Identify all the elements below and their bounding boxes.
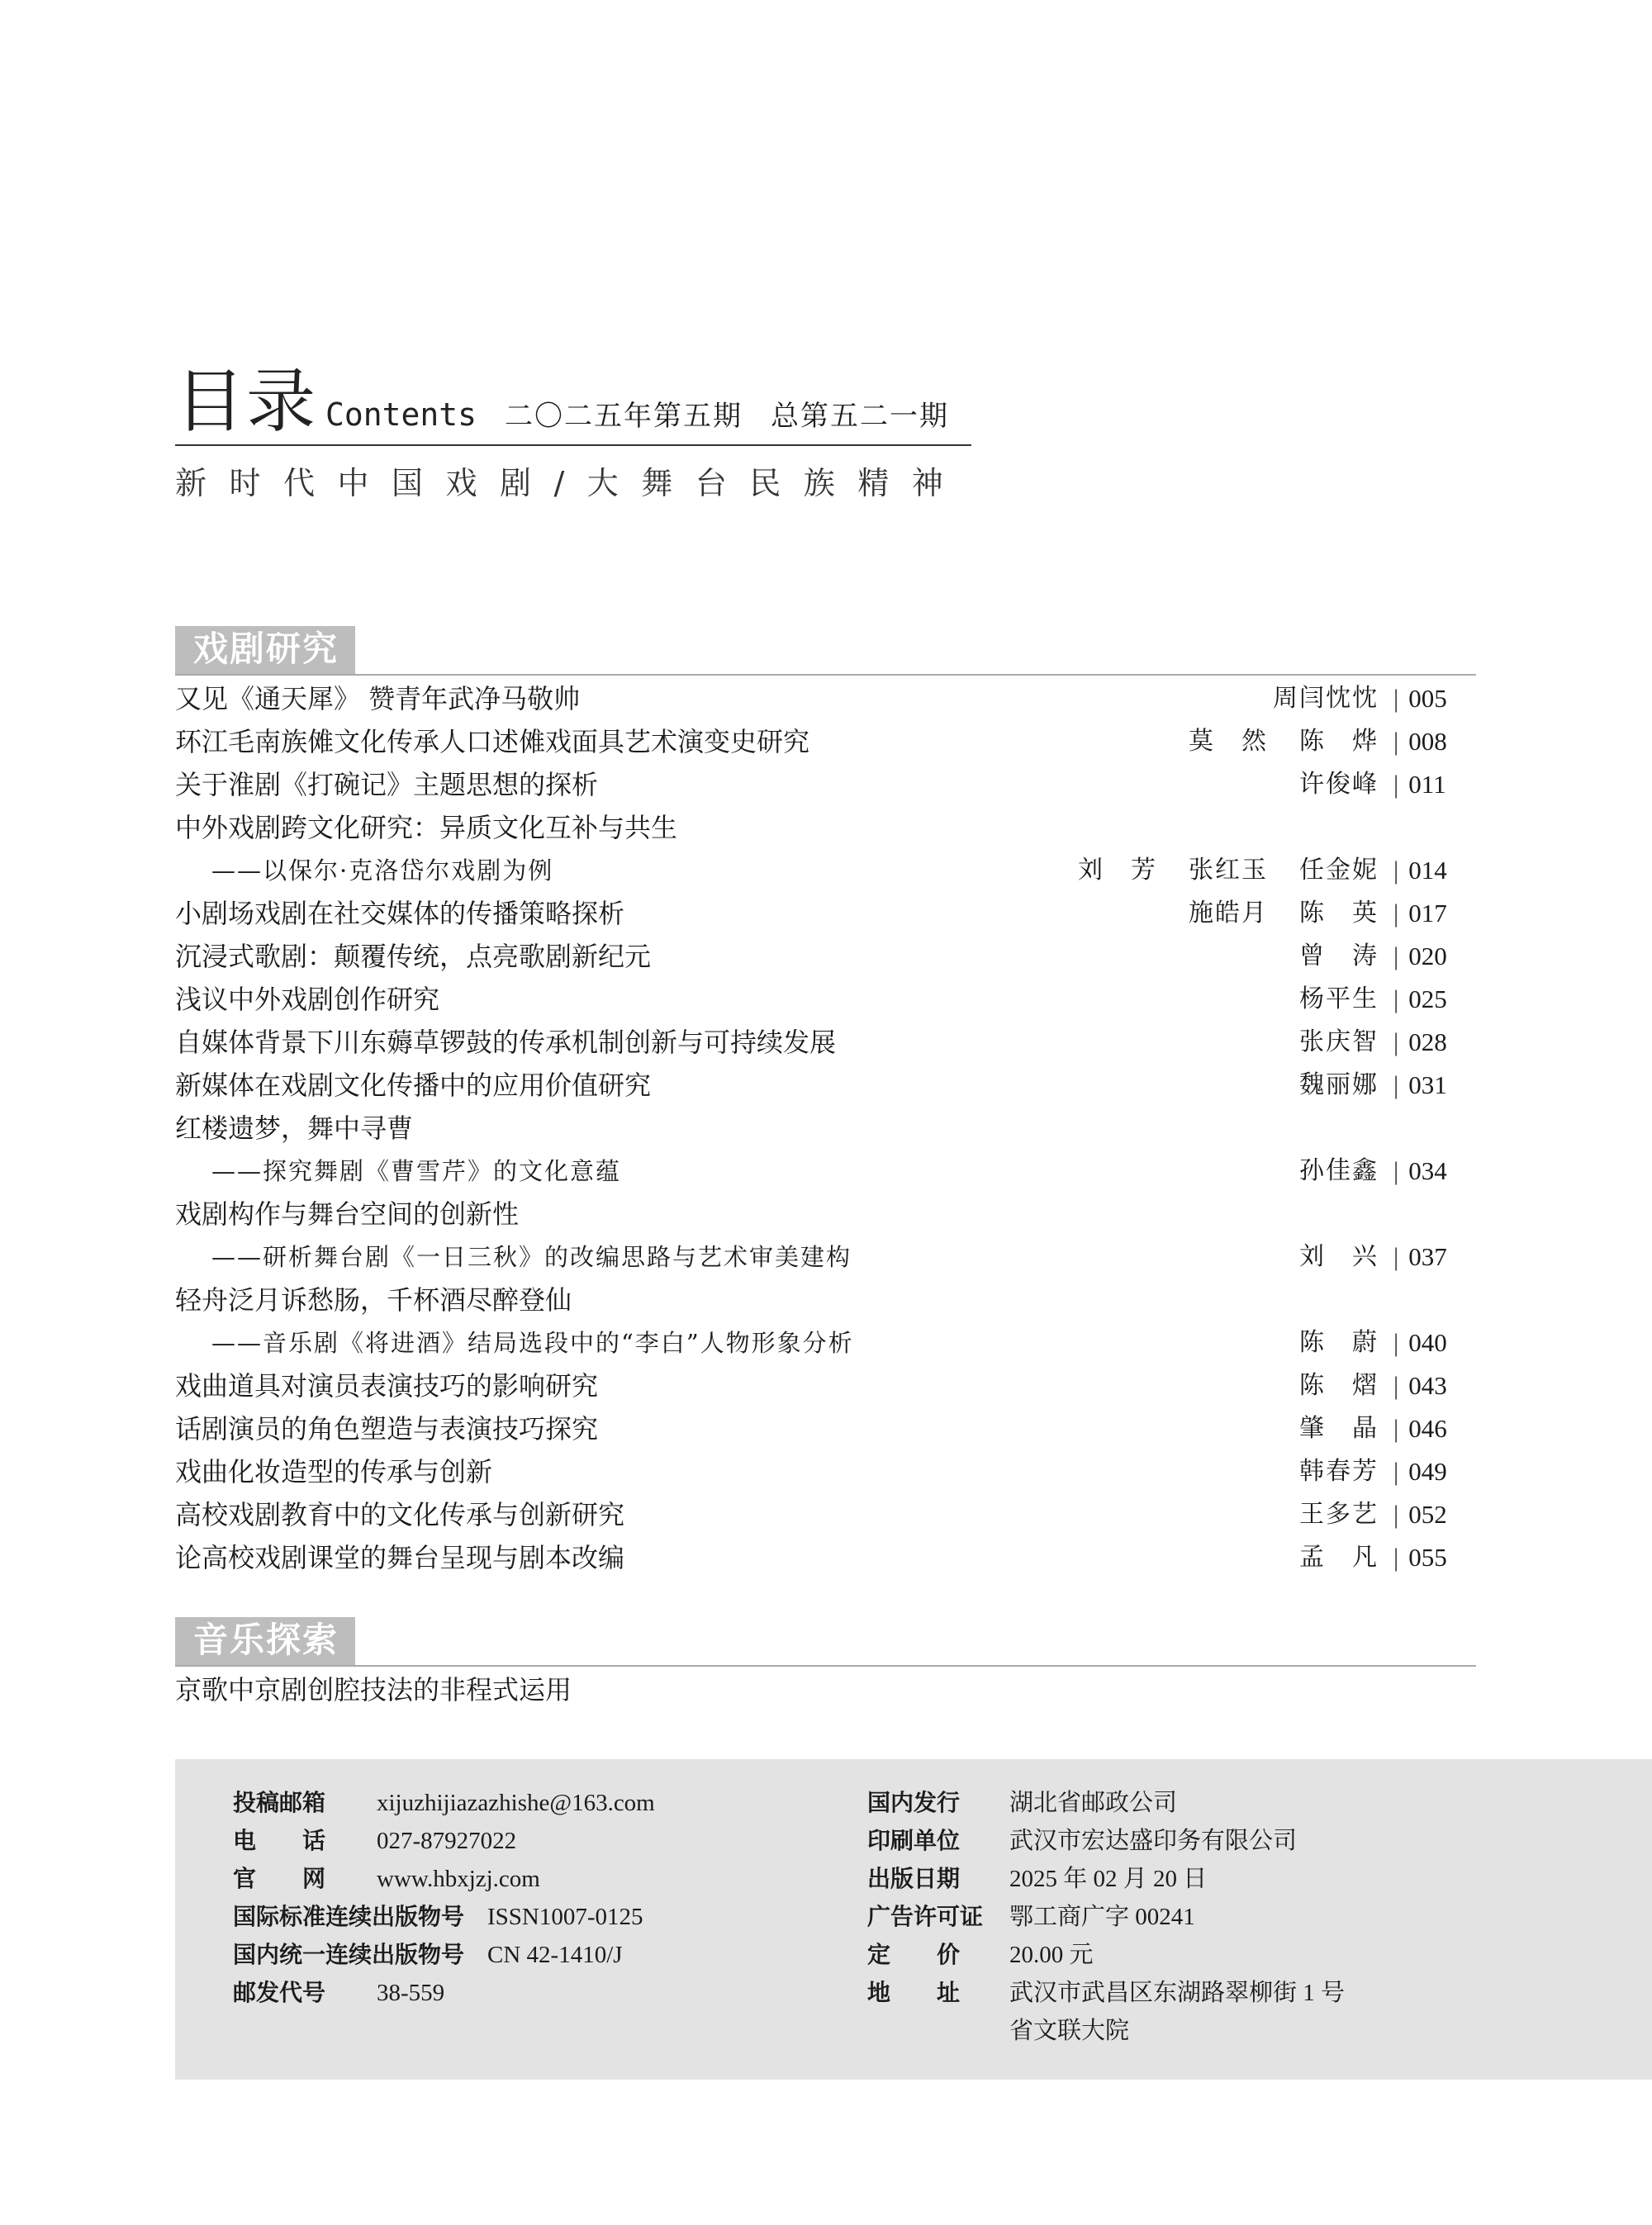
info-label: 国际标准连续出版物号 xyxy=(233,1903,465,1930)
toc-entry-page: | 049 xyxy=(1393,1450,1476,1493)
toc-entry-authors xyxy=(1268,763,1379,806)
toc-entry-subtitle[interactable] xyxy=(175,1321,1476,1364)
info-column-left xyxy=(233,1784,655,2012)
toc-entry-authors xyxy=(1268,1364,1379,1407)
author-name: 张庆智 xyxy=(1299,1027,1379,1056)
toc-entry-subtitle[interactable] xyxy=(175,849,1476,892)
info-column-right xyxy=(867,1784,1345,2050)
info-row xyxy=(233,1822,655,1860)
toc-entry-title: 论高校戏剧课堂的舞台呈现与剧本改编 xyxy=(175,1542,625,1573)
info-value: 2025 年 02 月 20 日 xyxy=(1009,1866,1208,1892)
info-label: 国内发行 xyxy=(867,1789,961,1816)
toc-entry-title: 高校戏剧教育中的文化传承与创新研究 xyxy=(175,1499,625,1530)
toc-entry-subtitle[interactable] xyxy=(175,1236,1476,1279)
toc-entry-title: ——以保尔·克洛岱尔戏剧为例 xyxy=(211,856,554,885)
publication-info-box xyxy=(175,1759,1652,2080)
toc-list xyxy=(175,677,1476,1579)
toc-entry-title: 戏剧构作与舞台空间的创新性 xyxy=(175,1198,520,1230)
info-row xyxy=(867,2012,1345,2050)
toc-entry-authors xyxy=(1268,1064,1379,1107)
info-label: 官 网 xyxy=(233,1865,326,1892)
info-row xyxy=(233,1898,655,1936)
toc-entry-title: 话剧演员的角色塑造与表演技巧探究 xyxy=(175,1413,599,1445)
toc-entry[interactable] xyxy=(175,978,1476,1021)
toc-entry-authors xyxy=(1047,849,1379,892)
toc-entry-page: | 034 xyxy=(1393,1150,1476,1193)
toc-entry[interactable] xyxy=(175,1193,1476,1236)
toc-entry-title: 轻舟泛月诉愁肠，千杯酒尽醉登仙 xyxy=(175,1284,572,1316)
toc-entry-authors xyxy=(1268,978,1379,1021)
toc-entry-authors xyxy=(1268,1493,1379,1536)
masthead-slogan: 新时代中国戏剧/大舞台民族精神 xyxy=(175,465,966,501)
info-label: 地 址 xyxy=(867,1979,961,2006)
info-row xyxy=(233,1860,655,1898)
info-label: 出版日期 xyxy=(867,1865,961,1892)
toc-entry-page: | 055 xyxy=(1393,1536,1476,1579)
toc-entry-title: 沉浸式歌剧：颠覆传统，点亮歌剧新纪元 xyxy=(175,941,652,972)
toc-entry[interactable] xyxy=(175,935,1476,978)
info-value: 027-87927022 xyxy=(377,1828,517,1854)
info-value: 38-559 xyxy=(377,1980,445,2006)
author-name: 陈 熠 xyxy=(1299,1371,1379,1400)
toc-entry[interactable] xyxy=(175,1064,1476,1107)
toc-entry[interactable] xyxy=(175,892,1476,935)
section-divider xyxy=(175,1665,1476,1667)
toc-entry-authors xyxy=(1268,1021,1379,1064)
toc-entry-page: | 046 xyxy=(1393,1407,1476,1450)
author-name: 孟 凡 xyxy=(1299,1543,1379,1572)
toc-entry[interactable] xyxy=(175,1668,1476,1711)
toc-entry-title: 浅议中外戏剧创作研究 xyxy=(175,984,440,1015)
author-name: 刘 芳 xyxy=(1078,856,1157,885)
toc-entry-title: 又见《通天犀》 赞青年武净马敬帅 xyxy=(175,683,581,714)
toc-entry-page: | 040 xyxy=(1393,1321,1476,1364)
toc-entry[interactable] xyxy=(175,1407,1476,1450)
toc-entry[interactable] xyxy=(175,1450,1476,1493)
info-label: 定 价 xyxy=(867,1941,961,1968)
toc-entry[interactable] xyxy=(175,806,1476,849)
toc-entry-title: 京歌中京剧创腔技法的非程式运用 xyxy=(175,1674,572,1706)
info-label: 广告许可证 xyxy=(867,1903,984,1930)
toc-entry-authors xyxy=(1268,935,1379,978)
toc-entry-title: 中外戏剧跨文化研究：异质文化互补与共生 xyxy=(175,812,678,843)
author-name: 施皓月 xyxy=(1189,899,1268,927)
toc-entry-title: 自媒体背景下川东薅草锣鼓的传承机制创新与可持续发展 xyxy=(175,1027,837,1058)
info-row xyxy=(867,1936,1345,1974)
info-row xyxy=(867,1860,1345,1898)
toc-entry-page: | 020 xyxy=(1393,935,1476,978)
toc-entry-authors xyxy=(1268,1407,1379,1450)
author-name: 张红玉 xyxy=(1189,856,1268,885)
issue-number: 二〇二五年第五期 xyxy=(505,400,743,433)
section-label: 音乐探索 xyxy=(175,1617,355,1665)
author-name: 任金妮 xyxy=(1299,856,1379,885)
info-row xyxy=(867,1784,1345,1822)
author-name: 陈 蔚 xyxy=(1299,1328,1379,1357)
info-value: 省文联大院 xyxy=(1009,2018,1130,2044)
toc-entry-authors xyxy=(1157,892,1379,935)
toc-entry-page: | 043 xyxy=(1393,1364,1476,1407)
toc-entry[interactable] xyxy=(175,1364,1476,1407)
info-value: xijuzhijiazazhishe@163.com xyxy=(377,1790,655,1816)
toc-entry-title: 红楼遗梦，舞中寻曹 xyxy=(175,1112,414,1144)
author-name: 许俊峰 xyxy=(1299,770,1379,799)
info-row xyxy=(867,1974,1345,2012)
author-name: 莫 然 xyxy=(1189,727,1268,756)
toc-entry[interactable] xyxy=(175,1021,1476,1064)
toc-entry-page: | 052 xyxy=(1393,1493,1476,1536)
author-name: 周闫忱忱 xyxy=(1273,684,1379,713)
author-name: 魏丽娜 xyxy=(1299,1070,1379,1099)
info-value: ISSN1007-0125 xyxy=(487,1904,643,1930)
info-value: CN 42-1410/J xyxy=(487,1942,623,1968)
info-label: 国内统一连续出版物号 xyxy=(233,1941,465,1968)
toc-entry-title: ——音乐剧《将进酒》结局选段中的“李白”人物形象分析 xyxy=(211,1329,854,1357)
info-label: 投稿邮箱 xyxy=(233,1789,326,1816)
info-row xyxy=(233,1936,655,1974)
toc-entry-subtitle[interactable] xyxy=(175,1150,1476,1193)
toc-list xyxy=(175,1668,1476,1711)
toc-entry-page: | 017 xyxy=(1393,892,1476,935)
toc-entry[interactable] xyxy=(175,763,1476,806)
toc-entry-authors xyxy=(1268,1321,1379,1364)
toc-entry-authors xyxy=(1268,1450,1379,1493)
toc-entry[interactable] xyxy=(175,1536,1476,1579)
toc-entry-authors xyxy=(1241,677,1379,720)
masthead-divider xyxy=(175,444,971,446)
toc-entry-authors xyxy=(1157,720,1379,763)
info-row xyxy=(867,1898,1345,1936)
toc-entry[interactable] xyxy=(175,677,1476,720)
toc-entry-page: | 028 xyxy=(1393,1021,1476,1064)
toc-entry-authors xyxy=(1268,1236,1379,1279)
info-label: 邮发代号 xyxy=(233,1979,326,2006)
toc-entry[interactable] xyxy=(175,1107,1476,1150)
toc-entry-title: 新媒体在戏剧文化传播中的应用价值研究 xyxy=(175,1070,652,1101)
toc-entry-page: | 031 xyxy=(1393,1064,1476,1107)
toc-entry-page: | 008 xyxy=(1393,720,1476,763)
author-name: 王多艺 xyxy=(1299,1500,1379,1529)
toc-entry[interactable] xyxy=(175,720,1476,763)
toc-entry-title: ——探究舞剧《曹雪芹》的文化意蕴 xyxy=(211,1157,622,1185)
toc-entry[interactable] xyxy=(175,1493,1476,1536)
contents-title-cn: 目录 xyxy=(175,361,318,442)
author-name: 刘 兴 xyxy=(1299,1242,1379,1271)
masthead-title-row xyxy=(175,361,971,442)
info-label: 印刷单位 xyxy=(867,1827,961,1854)
info-label: 电 话 xyxy=(233,1827,326,1854)
toc-entry-authors xyxy=(1268,1536,1379,1579)
author-name: 孙佳鑫 xyxy=(1299,1156,1379,1185)
section-drama-research xyxy=(175,626,1476,1579)
toc-entry-page: | 025 xyxy=(1393,978,1476,1021)
author-name: 陈 英 xyxy=(1299,899,1379,927)
info-value: www.hbxjzj.com xyxy=(377,1866,540,1892)
toc-entry-page: | 014 xyxy=(1393,849,1476,892)
contents-title-en: Contents xyxy=(325,396,477,433)
section-music-exploration xyxy=(175,1617,1476,1711)
toc-entry-title: 小剧场戏剧在社交媒体的传播策略探析 xyxy=(175,898,625,929)
toc-entry-authors xyxy=(1268,1150,1379,1193)
author-name: 杨平生 xyxy=(1299,984,1379,1013)
toc-entry-title: 戏曲道具对演员表演技巧的影响研究 xyxy=(175,1370,599,1402)
info-value: 20.00 元 xyxy=(1009,1942,1094,1968)
author-name: 肇 晶 xyxy=(1299,1414,1379,1443)
info-row xyxy=(233,1784,655,1822)
toc-entry-page: | 011 xyxy=(1393,763,1476,806)
masthead xyxy=(175,361,971,501)
toc-entry-title: ——研析舞台剧《一日三秋》的改编思路与艺术审美建构 xyxy=(211,1243,852,1271)
toc-entry-title: 环江毛南族傩文化传承人口述傩戏面具艺术演变史研究 xyxy=(175,726,810,757)
toc-entry[interactable] xyxy=(175,1279,1476,1321)
info-row xyxy=(233,1974,655,2012)
info-value: 湖北省邮政公司 xyxy=(1009,1790,1178,1816)
toc-entry-title: 关于淮剧《打碗记》主题思想的探析 xyxy=(175,769,599,800)
info-value: 武汉市武昌区东湖路翠柳街 1 号 xyxy=(1009,1980,1346,2006)
section-label: 戏剧研究 xyxy=(175,626,355,674)
author-name: 韩春芳 xyxy=(1299,1457,1379,1486)
issue-total-number: 总第五二一期 xyxy=(771,400,950,433)
info-value: 武汉市宏达盛印务有限公司 xyxy=(1009,1828,1298,1854)
info-row xyxy=(867,1822,1345,1860)
info-value: 鄂工商广字 00241 xyxy=(1009,1904,1195,1930)
author-name: 陈 烨 xyxy=(1299,727,1379,756)
toc-entry-page: | 037 xyxy=(1393,1236,1476,1279)
toc-entry-title: 戏曲化妆造型的传承与创新 xyxy=(175,1456,493,1487)
section-divider xyxy=(175,674,1476,676)
author-name: 曾 涛 xyxy=(1299,942,1379,970)
toc-entry-page: | 005 xyxy=(1393,677,1476,720)
